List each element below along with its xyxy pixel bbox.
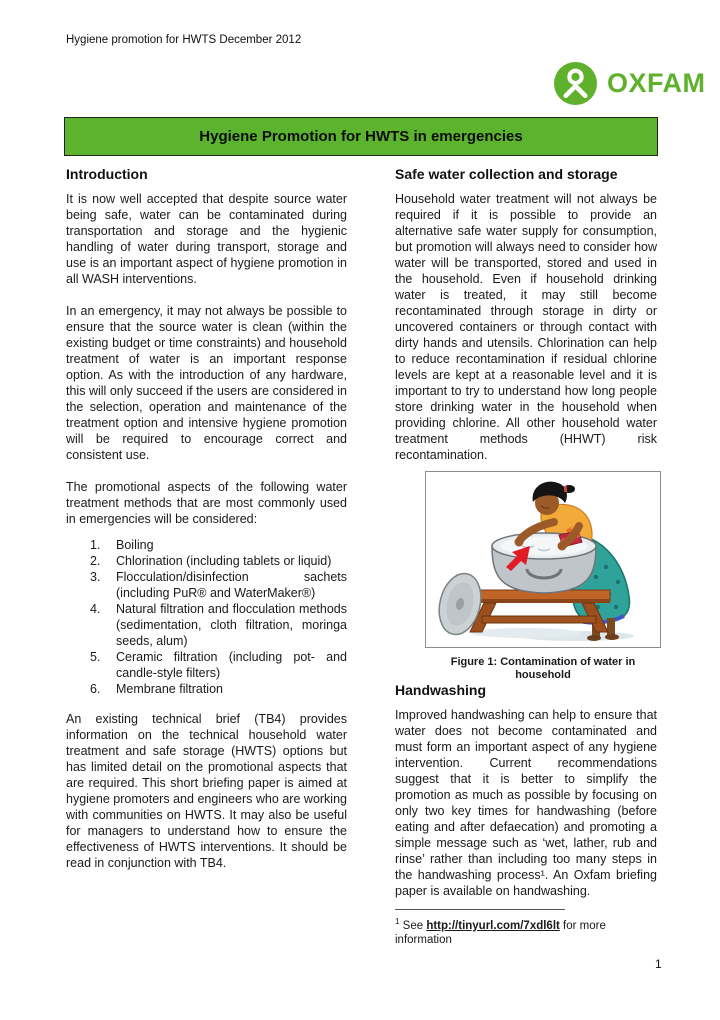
list-item bbox=[90, 681, 347, 697]
list-item-number: 2. bbox=[90, 554, 101, 568]
figure-illustration bbox=[426, 472, 660, 647]
list-item bbox=[90, 649, 347, 681]
paragraph: It is now well accepted that despite source water being safe, water can be contaminated during transportation and storage and the hygienic handling of water during transport, storage and use is an important aspect of hygiene promotion in all WASH interventions. bbox=[66, 192, 347, 286]
list-item-text: Membrane filtration bbox=[116, 682, 223, 696]
page-number: 1 bbox=[655, 957, 662, 971]
list-item-text: Ceramic filtration (including pot- and candle-style filters) bbox=[116, 650, 347, 680]
running-header: Hygiene promotion for HWTS December 2012 bbox=[66, 34, 302, 46]
list-item-text: Chlorination (including tablets or liquid) bbox=[116, 554, 332, 568]
footnote-text bbox=[395, 915, 657, 947]
list-item-number: 5. bbox=[90, 650, 101, 664]
footnote-suffix: for more information bbox=[395, 919, 606, 946]
footnote-prefix: See bbox=[399, 919, 427, 932]
left-column bbox=[66, 166, 347, 887]
list-item-number: 6. bbox=[90, 682, 101, 696]
paragraph: An existing technical brief (TB4) provides information on the technical household water treatment and safe storage (HWTS) options but has limited detail on the promotional aspects that are required. This short briefing paper is aimed at hygiene promoters and engineers who are working with communities on HWTS. It may also be useful for managers to understand how to ensure the effectiveness of HWTS interventions. It should be read in conjunction with TB4. bbox=[66, 712, 347, 870]
paragraph: The promotional aspects of the following water treatment methods that are most commonly used in emergencies will be considered: bbox=[66, 480, 347, 526]
list-item-number: 1. bbox=[90, 538, 101, 552]
figure-caption: Figure 1: Contamination of water in household bbox=[450, 656, 636, 681]
paragraph: Improved handwashing can help to ensure that water does not become contaminated and must form an important aspect of any hygiene intervention. Current recommendations suggest that it is better to simplify the promotion as much as possible by focusing on only two key times for handwashing (before eating and after defaecation) and promoting a simple message such as ‘wet, lather, rub and rinse’ rather than including too many steps in the handwashing process¹. An Oxfam briefing paper is available on handwashing. bbox=[395, 708, 657, 898]
footnote-divider bbox=[395, 909, 565, 910]
footnote-marker: 1 bbox=[395, 917, 400, 926]
paragraph: Household water treatment will not always be required if it is possible to provide an alternative safe water supply for consumption, but promotion will always need to consider how water will be transported, stored and used in the household. Even if household drinking water is treated, it may still become recontaminated through storage in dirty or uncovered containers or through contact with dirty hands and utensils. Chlorination can help to reduce recontamination if residual chlorine levels are kept at a reasonable level and it is important to try to understand how long people store drinking water in the household when providing chlorine. All other household water treatment methods (HHWT) risk recontamination. bbox=[395, 192, 657, 462]
section-heading-handwashing: Handwashing bbox=[395, 682, 487, 698]
figure-1 bbox=[425, 471, 661, 682]
treatment-methods-list bbox=[66, 537, 347, 697]
oxfam-logo-icon bbox=[554, 62, 597, 105]
list-item-number: 4. bbox=[90, 602, 101, 616]
paragraph: In an emergency, it may not always be possible to ensure that the source water is clean (within the existing budget or time constraints) and household treatment of water is an important response option. As with the introduction of any hardware, this will only succeed if the users are considered in the selection, operation and maintenance of the treatment option and intensive hygiene promotion will be required to encourage correct and consistent use. bbox=[66, 304, 347, 462]
list-item bbox=[90, 601, 347, 649]
document-title: Hygiene Promotion for HWTS in emergencies bbox=[199, 128, 523, 145]
list-item-text: Flocculation/disinfection sachets (including PuR® and WaterMaker®) bbox=[116, 570, 347, 600]
title-banner bbox=[64, 117, 658, 156]
list-item-text: Boiling bbox=[116, 538, 154, 552]
list-item bbox=[90, 553, 347, 569]
right-column bbox=[395, 166, 657, 947]
list-item bbox=[90, 537, 347, 553]
list-item-text: Natural filtration and flocculation methods (sedimentation, cloth filtration, moringa seeds, alum) bbox=[116, 602, 347, 648]
footnote bbox=[395, 909, 657, 947]
section-heading-introduction: Introduction bbox=[66, 166, 148, 182]
list-item bbox=[90, 569, 347, 601]
figure-image bbox=[425, 471, 661, 648]
oxfam-logo bbox=[554, 62, 706, 105]
list-item-number: 3. bbox=[90, 570, 101, 584]
oxfam-wordmark: OXFAM bbox=[607, 68, 706, 98]
footnote-link[interactable]: http://tinyurl.com/7xdl6lt bbox=[426, 919, 560, 932]
section-heading-safe-water: Safe water collection and storage bbox=[395, 166, 618, 182]
